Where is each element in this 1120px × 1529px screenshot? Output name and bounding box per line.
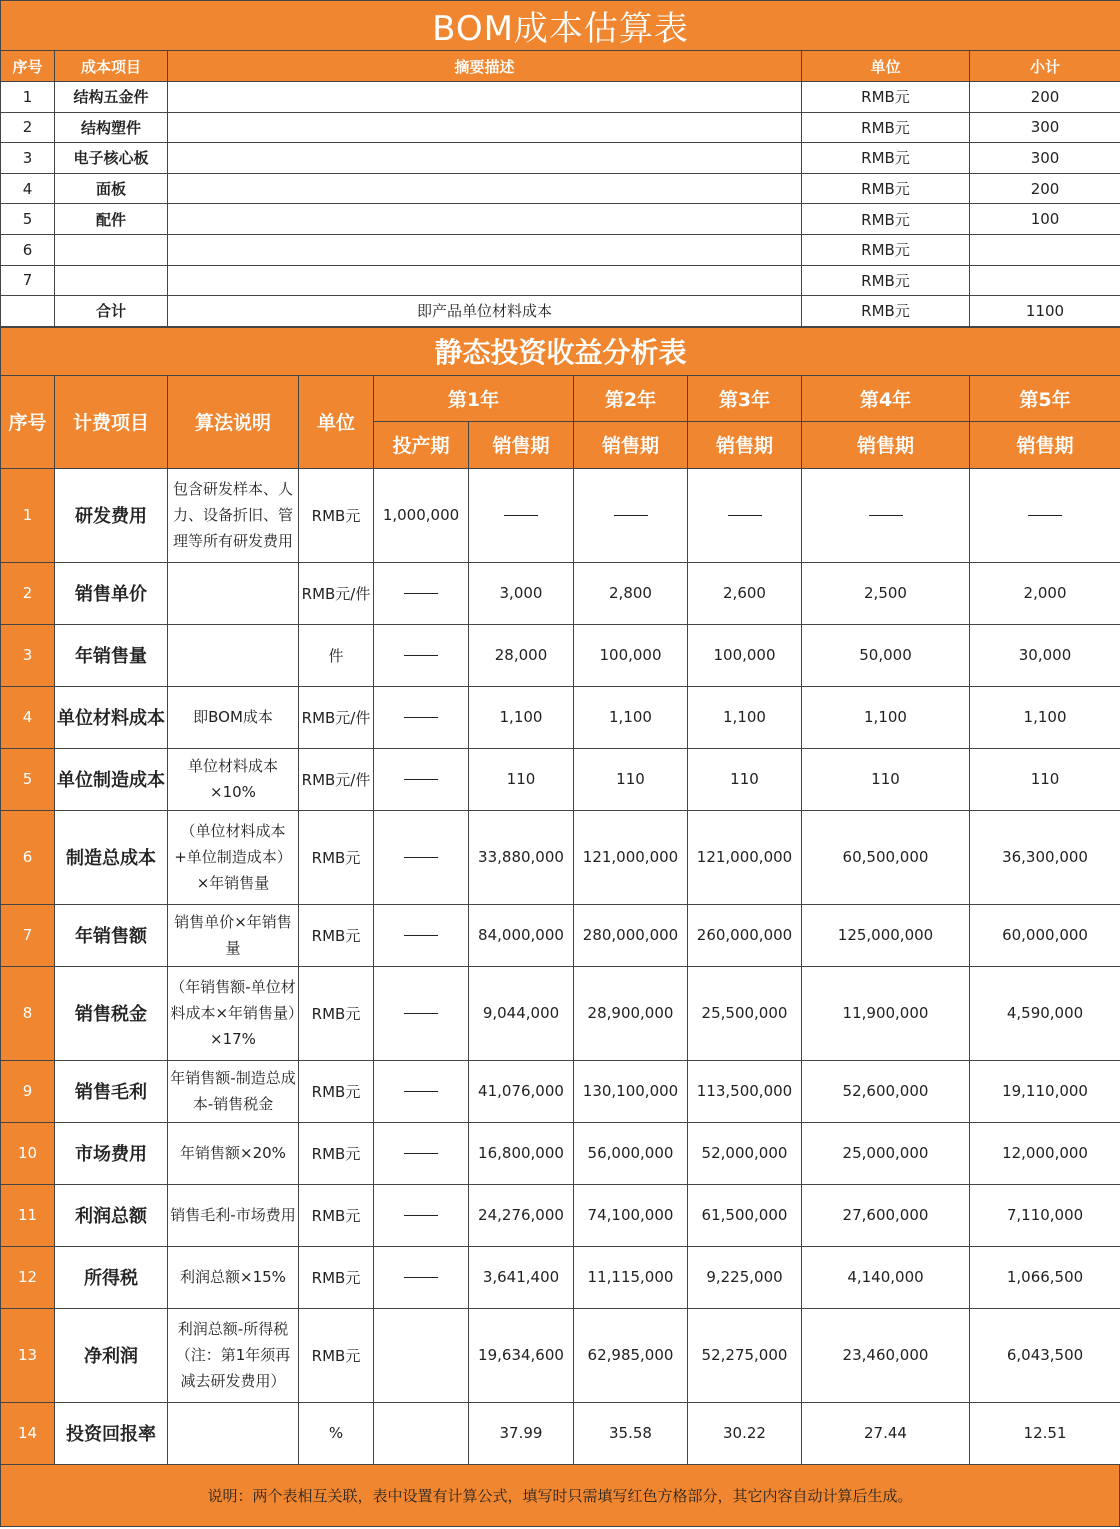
invest-cell-value: 110 [574,748,688,810]
invest-row [1,468,1120,562]
invest-cell-unit: RMB元 [299,966,374,1060]
bom-cell-item: 配件 [55,204,168,235]
invest-cell-no: 4 [1,686,55,748]
bom-cell-unit: RMB元 [802,265,970,296]
invest-cell-value [374,1402,469,1464]
dash-mark [504,515,538,516]
invest-table [0,327,1120,1465]
invest-header-sales-period: 销售期 [688,421,802,468]
bom-cell-unit: RMB元 [802,143,970,174]
invest-cell-value: 30.22 [688,1402,802,1464]
bom-cell-subtotal [970,265,1120,296]
invest-cell-value: 37.99 [469,1402,574,1464]
invest-cell-value: 36,300,000 [970,810,1120,904]
invest-cell-value: 9,044,000 [469,966,574,1060]
bom-cell-item: 结构五金件 [55,82,168,113]
invest-row [1,1184,1120,1246]
dash-mark [404,779,438,780]
invest-cell-item: 单位材料成本 [55,686,168,748]
invest-row [1,748,1120,810]
dash-mark [404,1013,438,1014]
invest-header-sales-period: 销售期 [970,421,1120,468]
bom-cell-no [1,296,55,327]
invest-row [1,966,1120,1060]
invest-cell-value [374,624,469,686]
invest-cell-value: 3,000 [469,562,574,624]
invest-cell-value [374,904,469,966]
bom-cell-item: 电子核心板 [55,143,168,174]
bom-row [1,112,1120,143]
invest-cell-value: 7,110,000 [970,1184,1120,1246]
invest-cell-value: 1,100 [688,686,802,748]
invest-cell-value [374,1246,469,1308]
invest-cell-value: 130,100,000 [574,1060,688,1122]
invest-row [1,1122,1120,1184]
invest-cell-value: 121,000,000 [574,810,688,904]
invest-cell-value: 25,000,000 [802,1122,970,1184]
invest-cell-no: 2 [1,562,55,624]
invest-cell-value: 2,500 [802,562,970,624]
bom-row [1,82,1120,113]
bom-title: BOM成本估算表 [1,1,1120,51]
invest-cell-value: 56,000,000 [574,1122,688,1184]
invest-row [1,904,1120,966]
bom-cell-unit: RMB元 [802,173,970,204]
invest-header-year3: 第3年 [688,375,802,421]
invest-cell-value: 1,100 [802,686,970,748]
invest-cell-value: 110 [469,748,574,810]
invest-cell-value: 12,000,000 [970,1122,1120,1184]
invest-cell-algo: 年销售额-制造总成本-销售税金 [168,1060,299,1122]
bom-cell-item [55,234,168,265]
dash-mark [404,857,438,858]
invest-cell-value: 12.51 [970,1402,1120,1464]
invest-cell-value: 28,900,000 [574,966,688,1060]
invest-cell-value: 4,140,000 [802,1246,970,1308]
invest-cell-unit: RMB元 [299,1308,374,1402]
dash-mark [614,515,648,516]
invest-header-no: 序号 [1,375,55,468]
bom-cell-desc [168,112,802,143]
invest-cell-unit: RMB元/件 [299,748,374,810]
bom-cell-no: 1 [1,82,55,113]
invest-cell-value: 35.58 [574,1402,688,1464]
invest-cell-value: 11,115,000 [574,1246,688,1308]
bom-row [1,143,1120,174]
dash-mark [404,593,438,594]
invest-cell-value: 84,000,000 [469,904,574,966]
invest-cell-algo: 销售单价×年销售量 [168,904,299,966]
invest-cell-item: 年销售额 [55,904,168,966]
invest-cell-no: 11 [1,1184,55,1246]
invest-cell-algo: 单位材料成本×10% [168,748,299,810]
bom-header-item: 成本项目 [55,51,168,82]
bom-cell-unit: RMB元 [802,296,970,327]
invest-cell-value [374,562,469,624]
invest-cell-item: 制造总成本 [55,810,168,904]
invest-cell-no: 7 [1,904,55,966]
invest-cell-item: 销售单价 [55,562,168,624]
invest-cell-no: 12 [1,1246,55,1308]
bom-cell-desc [168,265,802,296]
bom-cell-desc [168,173,802,204]
bom-cell-subtotal: 200 [970,82,1120,113]
bom-cell-item: 合计 [55,296,168,327]
bom-row [1,234,1120,265]
dash-mark [404,1091,438,1092]
invest-cell-value: 2,000 [970,562,1120,624]
invest-cell-value: 25,500,000 [688,966,802,1060]
dash-mark [404,717,438,718]
invest-cell-value: 19,634,600 [469,1308,574,1402]
invest-cell-algo: 年销售额×20% [168,1122,299,1184]
invest-cell-value: 27,600,000 [802,1184,970,1246]
bom-cell-no: 7 [1,265,55,296]
bom-cell-desc: 即产品单位材料成本 [168,296,802,327]
dash-mark [728,515,762,516]
invest-row [1,624,1120,686]
invest-cell-value: 52,275,000 [688,1308,802,1402]
invest-cell-value [374,686,469,748]
invest-cell-unit: RMB元 [299,904,374,966]
invest-body [1,468,1120,1464]
bom-header-row [1,51,1120,82]
invest-cell-value [374,748,469,810]
invest-cell-value: 61,500,000 [688,1184,802,1246]
invest-row [1,562,1120,624]
bom-cell-desc [168,143,802,174]
invest-cell-value [374,1122,469,1184]
invest-cell-item: 年销售量 [55,624,168,686]
bom-cell-desc [168,82,802,113]
bom-cell-unit: RMB元 [802,82,970,113]
invest-cell-item: 利润总额 [55,1184,168,1246]
invest-cell-item: 净利润 [55,1308,168,1402]
bom-row [1,265,1120,296]
bom-cell-subtotal: 1100 [970,296,1120,327]
invest-title: 静态投资收益分析表 [1,327,1120,375]
invest-cell-algo: 利润总额-所得税（注：第1年须再减去研发费用） [168,1308,299,1402]
invest-header-sales-period: 销售期 [802,421,970,468]
invest-cell-value: 11,900,000 [802,966,970,1060]
invest-cell-item: 所得税 [55,1246,168,1308]
invest-cell-value: 60,500,000 [802,810,970,904]
bom-cell-unit: RMB元 [802,112,970,143]
invest-cell-value: 100,000 [574,624,688,686]
invest-cell-no: 8 [1,966,55,1060]
invest-cell-value: 60,000,000 [970,904,1120,966]
invest-cell-item: 单位制造成本 [55,748,168,810]
invest-header-prod-period: 投产期 [374,421,469,468]
invest-cell-value: 9,225,000 [688,1246,802,1308]
invest-cell-value: 1,000,000 [374,468,469,562]
invest-cell-unit: RMB元 [299,1184,374,1246]
bom-cell-unit: RMB元 [802,234,970,265]
bom-header-unit: 单位 [802,51,970,82]
invest-cell-algo: 即BOM成本 [168,686,299,748]
invest-cell-no: 1 [1,468,55,562]
invest-cell-value: 125,000,000 [802,904,970,966]
invest-row [1,686,1120,748]
invest-cell-unit: RMB元 [299,1122,374,1184]
bom-cell-subtotal: 300 [970,112,1120,143]
invest-cell-value: 33,880,000 [469,810,574,904]
bom-header-subtotal: 小计 [970,51,1120,82]
invest-cell-value: 52,600,000 [802,1060,970,1122]
bom-cell-subtotal: 200 [970,173,1120,204]
dash-mark [404,935,438,936]
invest-cell-algo [168,1402,299,1464]
invest-cell-value: 2,600 [688,562,802,624]
invest-cell-value [374,810,469,904]
bom-cell-no: 2 [1,112,55,143]
bom-cell-unit: RMB元 [802,204,970,235]
invest-cell-value: 24,276,000 [469,1184,574,1246]
bom-row [1,173,1120,204]
invest-cell-value: 1,100 [970,686,1120,748]
bom-cell-desc [168,204,802,235]
footer-note: 说明：两个表相互关联，表中设置有计算公式，填写时只需填写红色方格部分，其它内容自动计算后生成。 [0,1465,1120,1527]
invest-cell-algo [168,624,299,686]
invest-cell-algo: 利润总额×15% [168,1246,299,1308]
invest-cell-unit: 件 [299,624,374,686]
bom-cell-no: 5 [1,204,55,235]
invest-cell-value: 121,000,000 [688,810,802,904]
invest-cell-value: 1,100 [574,686,688,748]
invest-row [1,1402,1120,1464]
dash-mark [404,1153,438,1154]
invest-header-sales-period: 销售期 [469,421,574,468]
invest-cell-value: 74,100,000 [574,1184,688,1246]
invest-header-item: 计费项目 [55,375,168,468]
invest-cell-value: 110 [688,748,802,810]
bom-cell-subtotal [970,234,1120,265]
bom-cell-subtotal: 100 [970,204,1120,235]
invest-cell-algo: 销售毛利-市场费用 [168,1184,299,1246]
invest-cell-value: 16,800,000 [469,1122,574,1184]
invest-header-year1: 第1年 [374,375,574,421]
invest-cell-unit: % [299,1402,374,1464]
invest-header-row-1 [1,375,1120,421]
invest-cell-value [688,468,802,562]
invest-cell-no: 9 [1,1060,55,1122]
invest-cell-algo: （年销售额-单位材料成本×年销售量）×17% [168,966,299,1060]
dash-mark [404,655,438,656]
bom-cell-subtotal: 300 [970,143,1120,174]
invest-header-algo: 算法说明 [168,375,299,468]
invest-cell-no: 13 [1,1308,55,1402]
invest-cell-unit: RMB元/件 [299,562,374,624]
invest-cell-unit: RMB元 [299,810,374,904]
invest-cell-value: 280,000,000 [574,904,688,966]
invest-cell-value [970,468,1120,562]
invest-cell-value: 6,043,500 [970,1308,1120,1402]
bom-cell-item: 结构塑件 [55,112,168,143]
invest-cell-value [374,966,469,1060]
invest-cell-value: 2,800 [574,562,688,624]
bom-row [1,296,1120,327]
invest-cell-item: 销售毛利 [55,1060,168,1122]
invest-cell-no: 10 [1,1122,55,1184]
invest-cell-value: 4,590,000 [970,966,1120,1060]
dash-mark [404,1277,438,1278]
invest-header-sales-period: 销售期 [574,421,688,468]
bom-body [1,82,1120,327]
invest-cell-value: 41,076,000 [469,1060,574,1122]
invest-cell-value: 3,641,400 [469,1246,574,1308]
invest-cell-value: 100,000 [688,624,802,686]
bom-cell-no: 3 [1,143,55,174]
invest-cell-item: 销售税金 [55,966,168,1060]
invest-cell-value [802,468,970,562]
invest-cell-value: 27.44 [802,1402,970,1464]
bom-cell-no: 4 [1,173,55,204]
bom-table [0,0,1120,327]
invest-cell-unit: RMB元/件 [299,686,374,748]
invest-cell-value: 110 [970,748,1120,810]
invest-cell-value: 1,100 [469,686,574,748]
invest-cell-value [374,1060,469,1122]
invest-row [1,1308,1120,1402]
invest-row [1,1060,1120,1122]
invest-cell-algo: 包含研发样本、人力、设备折旧、管理等所有研发费用 [168,468,299,562]
invest-cell-value: 19,110,000 [970,1060,1120,1122]
invest-cell-value: 23,460,000 [802,1308,970,1402]
invest-cell-unit: RMB元 [299,1060,374,1122]
bom-cell-item [55,265,168,296]
invest-header-year4: 第4年 [802,375,970,421]
invest-cell-algo [168,562,299,624]
bom-header-desc: 摘要描述 [168,51,802,82]
bom-cell-desc [168,234,802,265]
invest-cell-value: 1,066,500 [970,1246,1120,1308]
invest-cell-value: 52,000,000 [688,1122,802,1184]
invest-cell-value: 30,000 [970,624,1120,686]
bom-row [1,204,1120,235]
invest-cell-item: 投资回报率 [55,1402,168,1464]
invest-header-year2: 第2年 [574,375,688,421]
invest-cell-no: 3 [1,624,55,686]
dash-mark [869,515,903,516]
invest-header-year5: 第5年 [970,375,1120,421]
invest-cell-value [574,468,688,562]
invest-cell-algo: （单位材料成本+单位制造成本）×年销售量 [168,810,299,904]
invest-cell-value: 260,000,000 [688,904,802,966]
invest-cell-unit: RMB元 [299,1246,374,1308]
bom-cell-no: 6 [1,234,55,265]
invest-cell-value [469,468,574,562]
invest-cell-item: 研发费用 [55,468,168,562]
invest-cell-no: 14 [1,1402,55,1464]
invest-cell-item: 市场费用 [55,1122,168,1184]
invest-row [1,810,1120,904]
invest-cell-unit: RMB元 [299,468,374,562]
invest-cell-no: 5 [1,748,55,810]
dash-mark [404,1215,438,1216]
invest-cell-value: 50,000 [802,624,970,686]
invest-cell-value [374,1184,469,1246]
dash-mark [1028,515,1062,516]
invest-header-unit: 单位 [299,375,374,468]
bom-cell-item: 面板 [55,173,168,204]
bom-header-no: 序号 [1,51,55,82]
invest-row [1,1246,1120,1308]
invest-cell-value: 110 [802,748,970,810]
invest-cell-no: 6 [1,810,55,904]
invest-cell-value [374,1308,469,1402]
invest-cell-value: 62,985,000 [574,1308,688,1402]
invest-cell-value: 113,500,000 [688,1060,802,1122]
invest-cell-value: 28,000 [469,624,574,686]
